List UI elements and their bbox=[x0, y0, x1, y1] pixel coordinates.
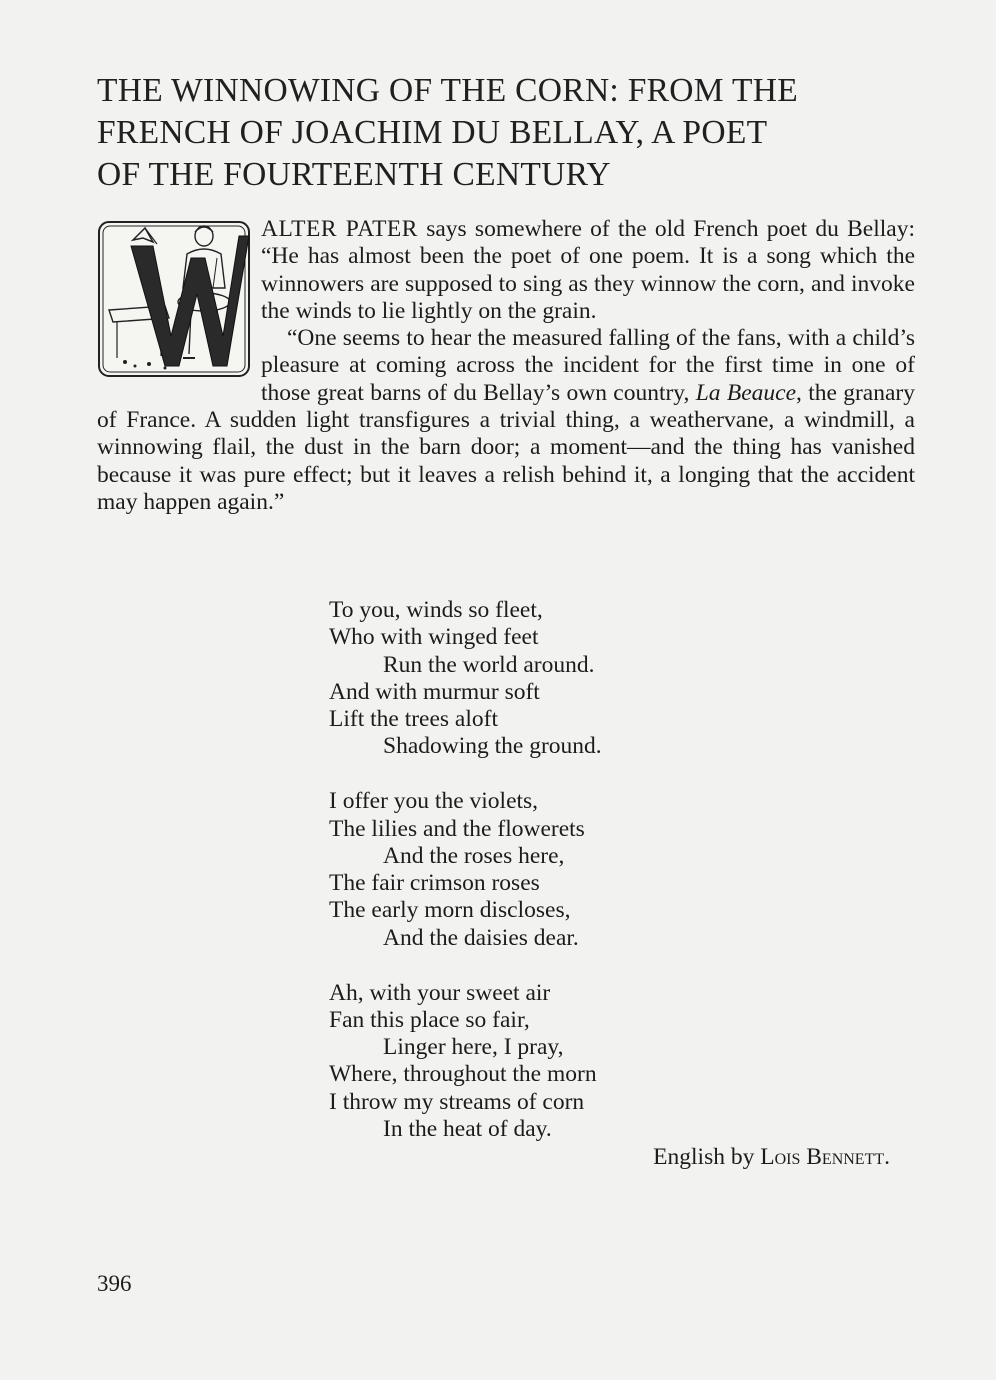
title-line-2: FRENCH OF JOACHIM DU BELLAY, A POET bbox=[97, 114, 768, 151]
initial-word-caps: ALTER PATER bbox=[261, 216, 418, 242]
poem-stanza-2 bbox=[329, 788, 889, 952]
poem-line: Fan this place so fair, bbox=[329, 1006, 530, 1033]
intro-paragraph-1-text: says somewhere of the old French poet du Bellay: “He has almost been the poet of one poem. It is a song which the winnowers are supposed to sing as they winnow the corn, and invoke the winds to lie lightly on the grain. bbox=[261, 216, 916, 324]
poem-line: Run the world around. bbox=[383, 651, 595, 678]
poem-stanza-3 bbox=[329, 980, 889, 1144]
poem-line: To you, winds so fleet, bbox=[329, 597, 543, 623]
credit-author: Lois Bennett. bbox=[760, 1144, 890, 1170]
poem-line: The early morn discloses, bbox=[329, 897, 571, 924]
poem-line: The fair crimson roses bbox=[329, 870, 540, 897]
translator-credit bbox=[653, 1144, 890, 1171]
intro-paragraph-2-text-a: “One seems to hear the measured falling of the fans, with a child’s pleasure at coming across the incident for the first time in one of those great barns of du Bellay’s own country, bbox=[261, 325, 915, 406]
poem bbox=[329, 597, 889, 1171]
intro-paragraph-2-text-b: , the granary of France. A sudden light transfigures a trivial thing, a weathervane, a windmill, a winnowing flail, the dust in the barn door; a moment—and the thing has vanished because it was pure effect; but it leaves a relish behind it, a longing that the accident may happen again.” bbox=[97, 379, 915, 515]
decorated-initial-illustration bbox=[95, 218, 253, 380]
poem-line: Where, throughout the morn bbox=[329, 1061, 597, 1088]
poem-line: And the daisies dear. bbox=[383, 924, 579, 951]
poem-line: I offer you the violets, bbox=[329, 788, 539, 815]
poem-line: And with murmur soft bbox=[329, 678, 540, 705]
poem-line: Ah, with your sweet air bbox=[329, 979, 551, 1006]
poem-line: Who with winged feet bbox=[329, 624, 539, 651]
poem-line: Lift the trees aloft bbox=[329, 706, 498, 733]
poem-line: The lilies and the flowerets bbox=[329, 815, 585, 842]
winnower-illustration-icon bbox=[95, 218, 253, 380]
credit-prefix: English by bbox=[653, 1144, 761, 1170]
page-number: 396 bbox=[97, 1271, 132, 1296]
title-line-1: THE WINNOWING OF THE CORN: FROM THE bbox=[97, 72, 798, 109]
title-line-3: OF THE FOURTEENTH CENTURY bbox=[97, 156, 611, 193]
intro-text bbox=[97, 216, 915, 516]
poem-line: Linger here, I pray, bbox=[383, 1034, 564, 1061]
poem-line: And the roses here, bbox=[383, 842, 565, 869]
page-title bbox=[97, 70, 917, 196]
poem-line: Shadowing the ground. bbox=[383, 733, 602, 760]
poem-line: I throw my streams of corn bbox=[329, 1088, 585, 1115]
poem-line: In the heat of day. bbox=[383, 1116, 552, 1143]
place-name-italic: La Beauce bbox=[695, 379, 797, 406]
poem-stanza-1 bbox=[329, 597, 889, 761]
